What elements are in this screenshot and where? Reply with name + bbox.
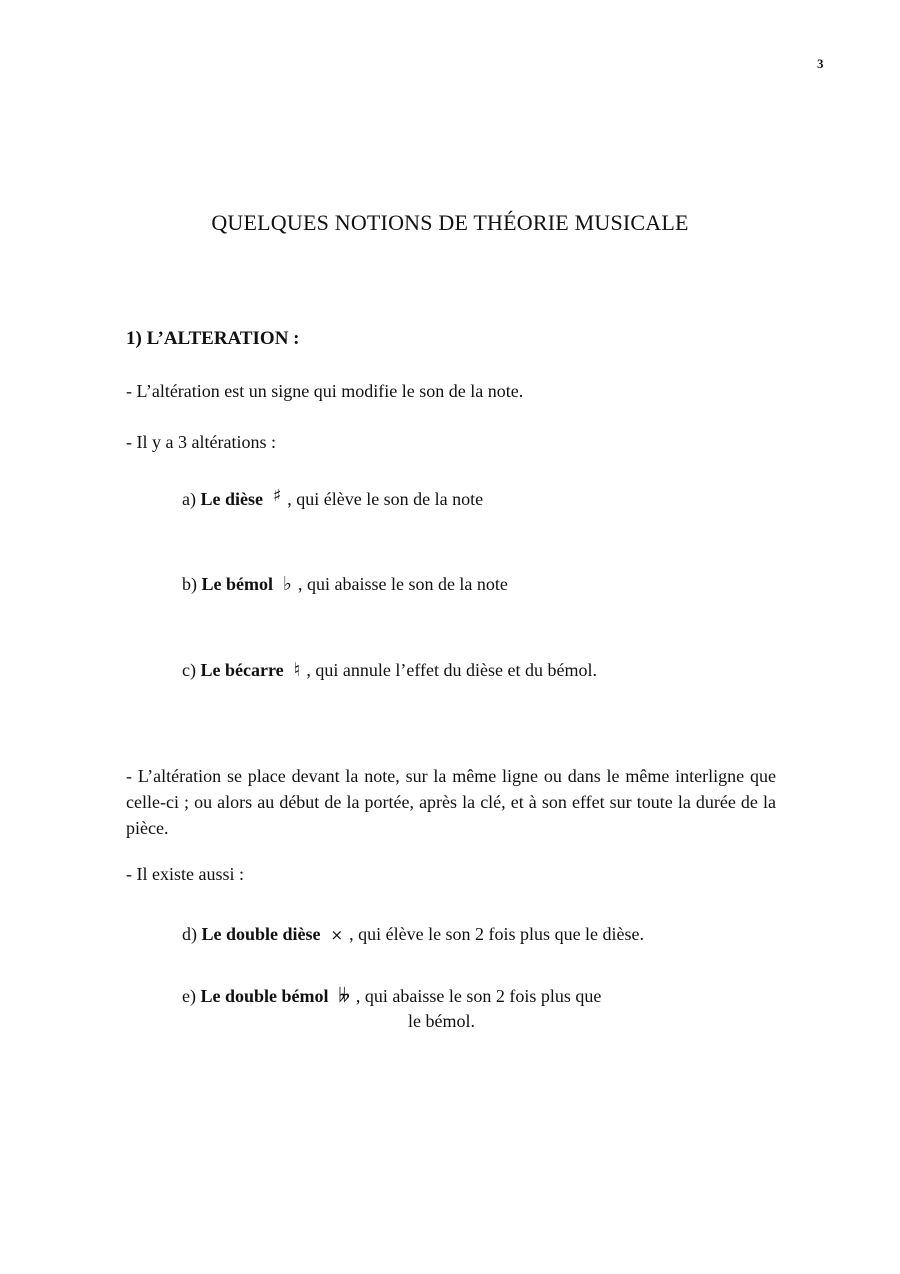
item-description-continued: le bémol. bbox=[408, 1011, 475, 1031]
double-flat-icon: 𝄫 bbox=[338, 985, 350, 1007]
also-paragraph: - Il existe aussi : bbox=[126, 864, 244, 884]
item-prefix: e) bbox=[182, 986, 201, 1006]
sharp-icon: ♯ bbox=[272, 486, 282, 506]
list-item-double-sharp bbox=[182, 924, 644, 945]
item-term: Le double dièse bbox=[201, 924, 321, 944]
count-paragraph: - Il y a 3 altérations : bbox=[126, 432, 276, 452]
item-description: , qui élève le son 2 fois plus que le dièse. bbox=[349, 924, 645, 944]
item-term: Le dièse bbox=[200, 489, 263, 509]
item-description: , qui abaisse le son de la note bbox=[297, 574, 508, 594]
list-item-natural bbox=[182, 659, 597, 681]
item-prefix: d) bbox=[182, 924, 202, 944]
page-title: QUELQUES NOTIONS DE THÉORIE MUSICALE bbox=[211, 210, 689, 235]
item-term: Le double bémol bbox=[200, 986, 329, 1006]
item-description: , qui élève le son de la note bbox=[287, 489, 484, 509]
item-term: Le bémol bbox=[201, 574, 273, 594]
item-term: Le bécarre bbox=[200, 660, 284, 680]
natural-icon: ♮ bbox=[293, 659, 301, 681]
flat-icon: ♭ bbox=[283, 573, 292, 595]
item-prefix: c) bbox=[182, 660, 201, 680]
list-item-sharp bbox=[182, 486, 484, 510]
item-prefix: b) bbox=[182, 574, 202, 594]
double-sharp-icon: × bbox=[330, 926, 344, 944]
section-heading: 1) L’ALTERATION : bbox=[126, 328, 300, 349]
item-prefix: a) bbox=[182, 489, 201, 509]
list-item-flat bbox=[182, 573, 508, 595]
item-description: , qui annule l’effet du dièse et du bémol. bbox=[306, 660, 598, 680]
page-number: 3 bbox=[817, 56, 824, 71]
item-description: , qui abaisse le son 2 fois plus que bbox=[355, 986, 602, 1006]
list-item-double-flat bbox=[182, 984, 702, 1034]
intro-paragraph: - L’altération est un signe qui modifie le son de la note. bbox=[126, 381, 524, 401]
placement-paragraph: - L’altération se place devant la note, sur la même ligne ou dans le même interligne que celle-ci ; ou alors au début de la portée, après la clé, et à son effet sur toute la durée de la pièce. bbox=[126, 766, 776, 838]
